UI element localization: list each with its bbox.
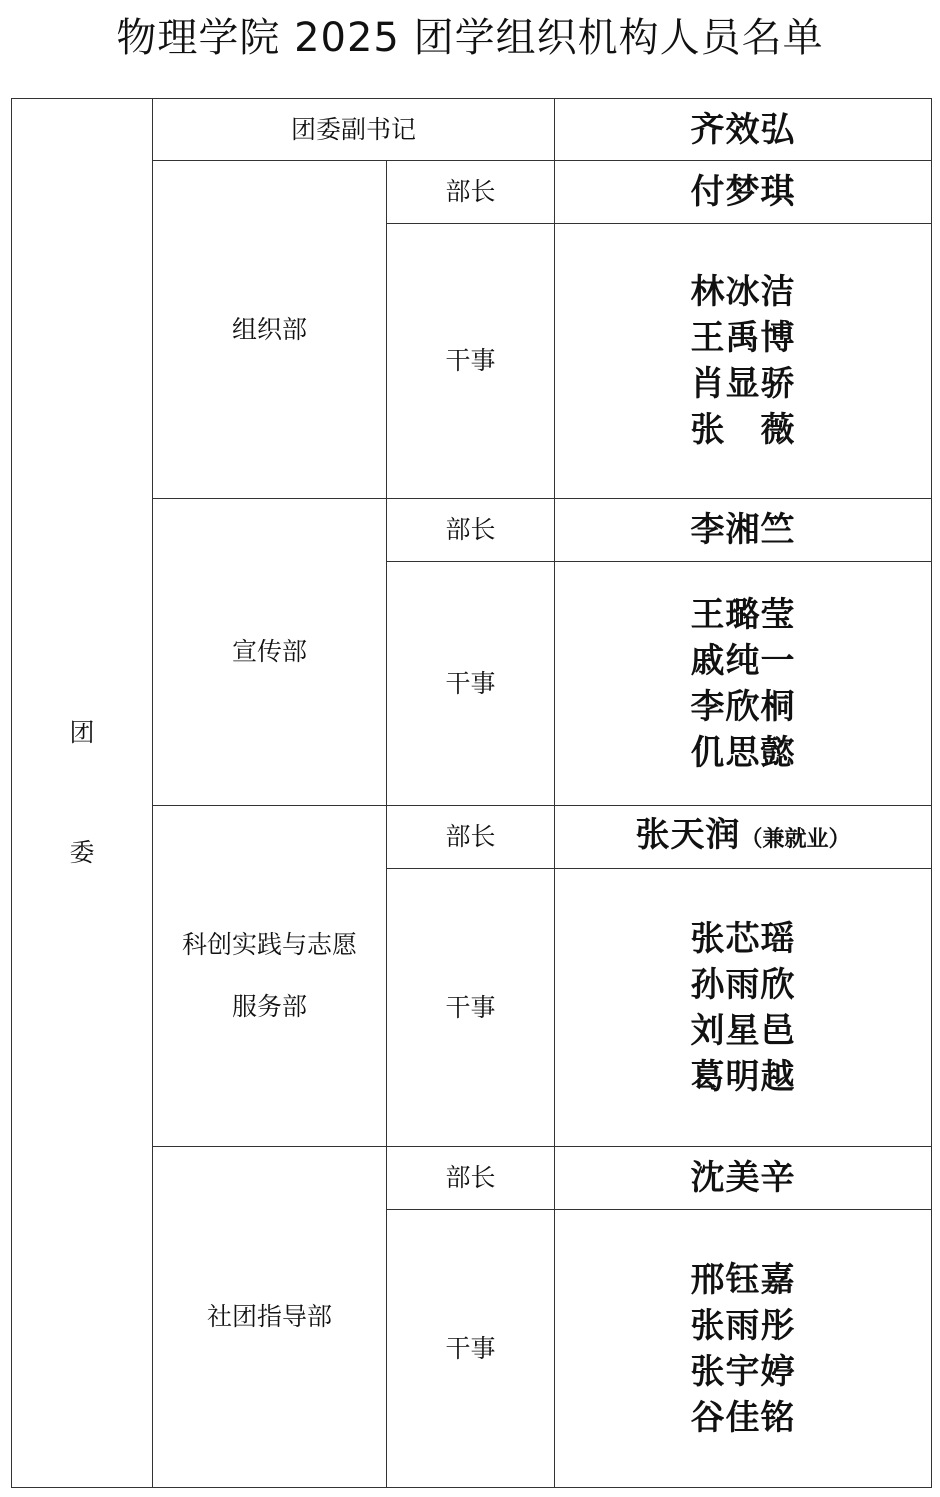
staff-name: 李欣桐 <box>690 686 796 727</box>
department-name-line: 科创实践与志愿 <box>181 930 357 959</box>
staff-name: 张宇婷 <box>690 1351 796 1392</box>
staff-name: 王禹博 <box>690 318 796 358</box>
staff-list <box>555 1210 932 1488</box>
staff-name: 戚纯一 <box>690 640 796 681</box>
staff-name: 肖显骄 <box>690 364 796 404</box>
staff-label: 干事 <box>387 562 555 806</box>
staff-name: 邢钰嘉 <box>690 1259 796 1300</box>
staff-name: 张芯瑶 <box>690 918 796 959</box>
organization-char-1: 团 <box>69 718 95 747</box>
deputy-secretary-row <box>12 99 932 161</box>
department-name-line: 社团指导部 <box>206 1302 332 1331</box>
head-label: 部长 <box>387 499 555 562</box>
department-name-line: 宣传部 <box>231 637 307 666</box>
head-cell <box>555 806 932 869</box>
staff-label: 干事 <box>387 869 555 1147</box>
staff-label: 干事 <box>387 224 555 499</box>
head-label: 部长 <box>387 1147 555 1210</box>
department-name <box>153 1147 387 1488</box>
head-label: 部长 <box>387 806 555 869</box>
head-label: 部长 <box>387 161 555 224</box>
department-name <box>153 161 387 499</box>
staff-name: 张雨彤 <box>690 1305 796 1346</box>
head-name: 张天润 <box>635 814 741 855</box>
organization-char-2: 委 <box>69 838 95 867</box>
staff-label: 干事 <box>387 1210 555 1488</box>
organization-cell <box>12 99 153 1488</box>
staff-name: 王璐莹 <box>690 594 796 635</box>
department-name <box>153 806 387 1147</box>
staff-name: 张 薇 <box>690 410 796 450</box>
staff-list <box>555 224 932 499</box>
head-name: 李湘竺 <box>555 499 932 562</box>
deputy-secretary-label: 团委副书记 <box>153 99 555 161</box>
staff-name: 仉思懿 <box>690 732 796 773</box>
head-note: （兼就业） <box>740 826 851 852</box>
roster-table <box>11 98 932 1488</box>
staff-list <box>555 869 932 1147</box>
organization-label <box>12 673 152 913</box>
department-name-line: 服务部 <box>231 992 307 1021</box>
page-title: 物理学院 2025 团学组织机构人员名单 <box>116 15 824 61</box>
deputy-secretary-name: 齐效弘 <box>555 99 932 161</box>
department-name <box>153 499 387 806</box>
head-name: 付梦琪 <box>555 161 932 224</box>
head-name: 沈美辛 <box>555 1147 932 1210</box>
staff-name: 刘星邑 <box>690 1010 796 1051</box>
staff-name: 葛明越 <box>690 1056 796 1097</box>
staff-name: 林冰洁 <box>690 272 796 312</box>
staff-list <box>555 562 932 806</box>
department-name-line: 组织部 <box>231 314 307 344</box>
staff-name: 孙雨欣 <box>690 964 796 1005</box>
staff-name: 谷佳铭 <box>690 1397 796 1438</box>
